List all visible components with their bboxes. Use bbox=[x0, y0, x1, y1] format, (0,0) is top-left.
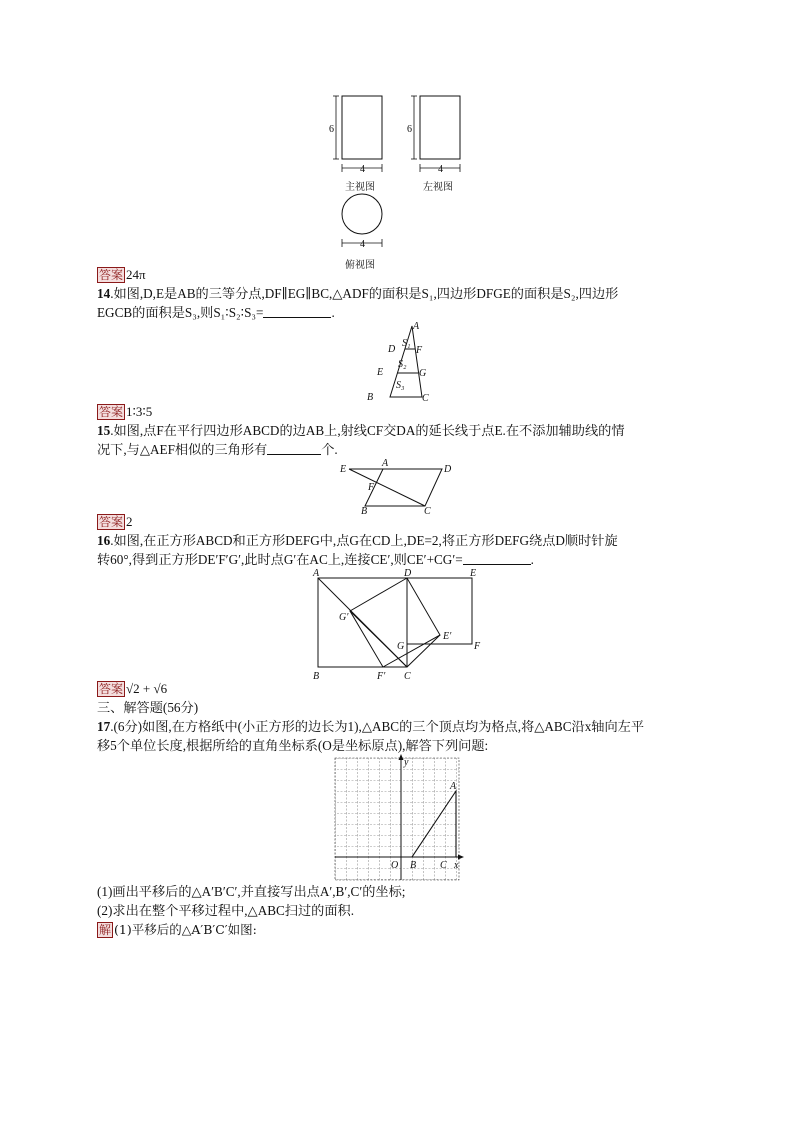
front-view-rect bbox=[342, 96, 382, 159]
q16-number: 16 bbox=[97, 533, 111, 548]
q16-label-G: G bbox=[397, 641, 405, 652]
q15-text-2-end: 个. bbox=[321, 442, 338, 457]
q16-label-C: C bbox=[404, 671, 411, 682]
q14-answer: 1∶3∶5 bbox=[126, 404, 153, 419]
q16-text-2: 转60°,得到正方形DE′F′G′,此时点G′在AC上,连接CE′,则CE′+CG′= bbox=[97, 552, 463, 567]
side-width-label: 4 bbox=[438, 164, 443, 175]
q14-label-G: G bbox=[419, 368, 427, 379]
q17-label-C: C bbox=[440, 860, 447, 871]
q15-answer-line bbox=[97, 513, 133, 531]
answer-tag: 答案 bbox=[99, 405, 124, 419]
side-height-label: 6 bbox=[407, 124, 412, 135]
answer-tag: 答案 bbox=[99, 515, 124, 529]
section3-heading: 三、解答题(56分) bbox=[97, 700, 199, 715]
q15-blank[interactable] bbox=[267, 442, 321, 455]
q14-label-D: D bbox=[388, 344, 396, 355]
q13-answer-line bbox=[97, 266, 146, 284]
q16-label-E: E bbox=[470, 568, 477, 579]
q15-figure bbox=[335, 456, 465, 514]
q14-number: 14 bbox=[97, 286, 111, 301]
q15-label-B: B bbox=[361, 506, 368, 514]
q14-label-B: B bbox=[367, 392, 374, 403]
q15-label-D: D bbox=[444, 464, 452, 475]
q14-label-A: A bbox=[413, 321, 420, 332]
q14-line2 bbox=[97, 304, 335, 322]
q15-label-E: E bbox=[340, 464, 347, 475]
q17-text-1: .(6分)如图,在方格纸中(小正方形的边长为1),△ABC的三个顶点均为格点,将△ABC沿x轴向左平 bbox=[110, 719, 645, 734]
q17-label-A: A bbox=[450, 781, 457, 792]
q14-text-2: EGCB的面积是S₃,则S₁∶S₂∶S₃= bbox=[97, 305, 264, 320]
q14-label-F: F bbox=[416, 345, 423, 356]
q14-label-S3: S₃ bbox=[396, 380, 405, 391]
q15-number: 15 bbox=[97, 423, 111, 438]
q17-grid-figure bbox=[330, 753, 465, 885]
q16-label-G1: G′ bbox=[339, 612, 349, 623]
q15-text-1: .如图,点F在平行四边形ABCD的边AB上,射线CF交DA的延长线于点E.在不添加辅助线的情 bbox=[110, 423, 625, 438]
q16-text-1: .如图,在正方形ABCD和正方形DEFG中,点G在CD上,DE=2,将正方形DEFG绕点D顺时针旋 bbox=[110, 533, 618, 548]
q16-answer-line bbox=[97, 680, 167, 698]
top-width-label: 4 bbox=[360, 239, 365, 250]
q15-line1 bbox=[97, 422, 625, 440]
q16-figure bbox=[305, 565, 495, 683]
q13-answer: 24π bbox=[126, 267, 146, 282]
side-view-rect bbox=[420, 96, 460, 159]
front-height-label: 6 bbox=[329, 124, 334, 135]
q17-part1: (1)画出平移后的△A′B′C′,并直接写出点A′,B′,C′的坐标; bbox=[97, 884, 406, 899]
q16-label-B: B bbox=[313, 671, 320, 682]
q16-label-E1: E′ bbox=[443, 631, 452, 642]
q17-line1 bbox=[97, 718, 644, 736]
q15-text-2: 况下,与△AEF相似的三角形有 bbox=[97, 442, 268, 457]
top-view-caption: 俯视图 bbox=[345, 260, 375, 271]
q14-label-S2: S₂ bbox=[398, 359, 407, 370]
q16-label-A: A bbox=[313, 568, 320, 579]
q17-label-x: x bbox=[454, 860, 459, 871]
q14-text-2-end: . bbox=[331, 305, 335, 320]
q17-solution-line bbox=[97, 921, 257, 939]
top-view-circle bbox=[342, 194, 382, 234]
q14-line1 bbox=[97, 285, 618, 303]
q17-number: 17 bbox=[97, 719, 111, 734]
q16-text-2-end: . bbox=[530, 552, 534, 567]
q16-label-F: F bbox=[474, 641, 481, 652]
q17-text-2: 移5个单位长度,根据所给的直角坐标系(O是坐标原点),解答下列问题: bbox=[97, 738, 489, 753]
q16-label-F1: F′ bbox=[377, 671, 386, 682]
answer-tag: 答案 bbox=[99, 682, 124, 696]
q14-label-E: E bbox=[377, 367, 384, 378]
q17-label-O: O bbox=[391, 860, 399, 871]
front-width-label: 4 bbox=[360, 164, 365, 175]
q15-label-A: A bbox=[382, 458, 389, 469]
three-views-figure bbox=[320, 88, 480, 273]
q14-label-C: C bbox=[422, 393, 429, 404]
q15-answer: 2 bbox=[126, 514, 133, 529]
solution-tag: 解 bbox=[99, 923, 112, 937]
q16-answer: √2 + √6 bbox=[126, 681, 168, 696]
q17-solution-text: (1)平移后的△A′B′C′如图: bbox=[114, 922, 257, 937]
side-view-caption: 左视图 bbox=[423, 182, 453, 193]
q17-part2: (2)求出在整个平移过程中,△ABC扫过的面积. bbox=[97, 903, 355, 918]
q16-line1 bbox=[97, 532, 618, 550]
q16-label-D: D bbox=[404, 568, 412, 579]
q14-blank[interactable] bbox=[263, 305, 331, 318]
front-view-caption: 主视图 bbox=[345, 182, 375, 193]
q15-line2 bbox=[97, 441, 338, 459]
q16-blank[interactable] bbox=[463, 552, 531, 565]
q14-label-S1: S₁ bbox=[402, 338, 411, 349]
q14-answer-line bbox=[97, 403, 152, 421]
q17-label-B: B bbox=[410, 860, 417, 871]
q14-text-1: .如图,D,E是AB的三等分点,DF∥EG∥BC,△ADF的面积是S₁,四边形DFGE的面积是S₂,四边形 bbox=[110, 286, 619, 301]
q15-label-C: C bbox=[424, 506, 431, 514]
q17-label-y: y bbox=[404, 757, 409, 768]
answer-tag: 答案 bbox=[99, 268, 124, 282]
q15-label-F: F bbox=[368, 482, 375, 493]
q14-figure bbox=[360, 318, 440, 404]
